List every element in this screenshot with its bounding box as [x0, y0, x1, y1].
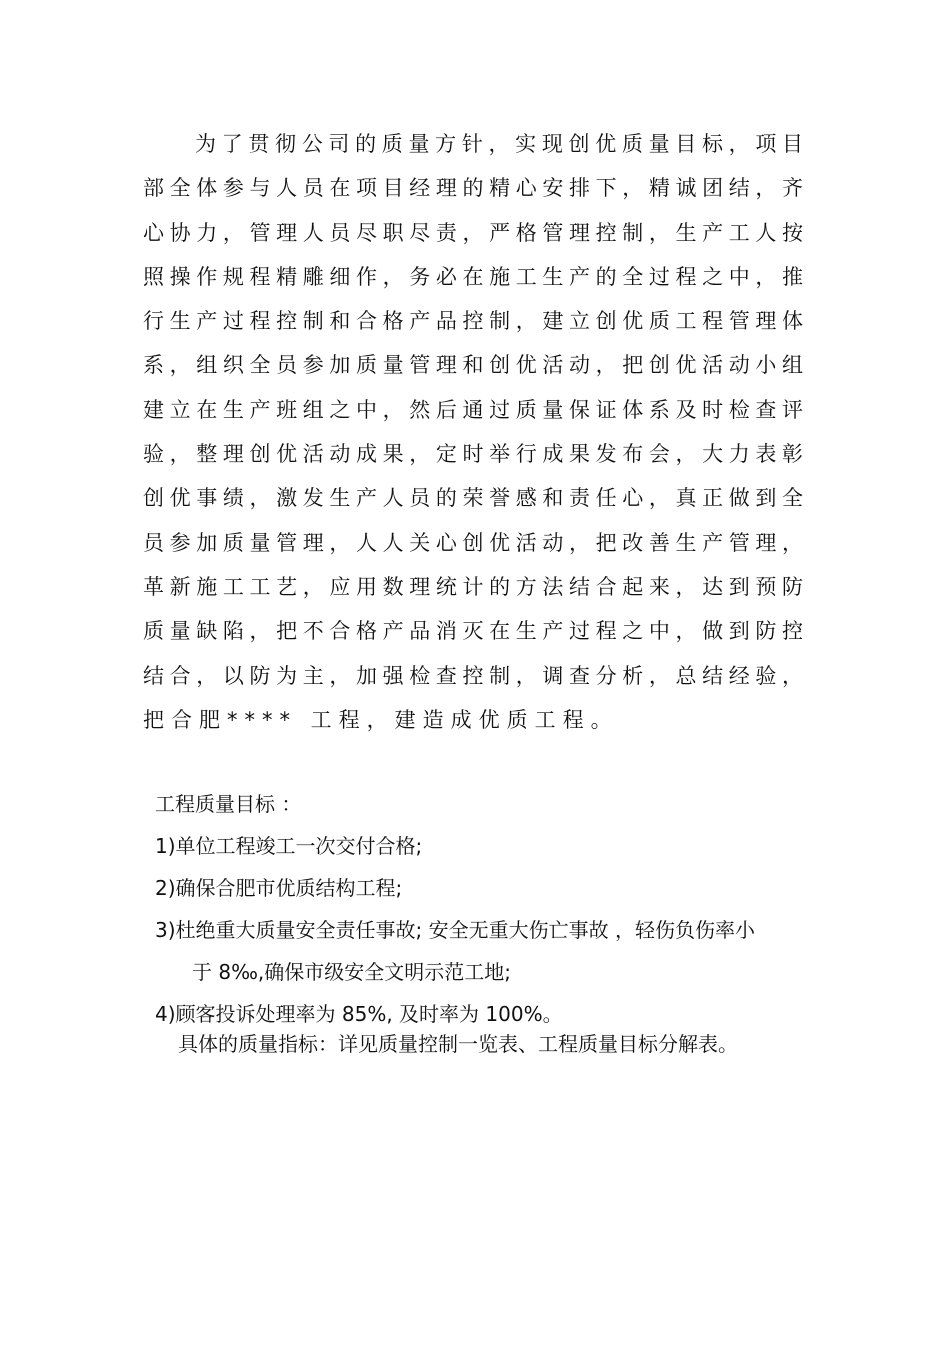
paragraph-line: 员参加质量管理，人人关心创优活动，把改善生产管理， — [143, 530, 803, 555]
paragraph-line: 创优事绩，激发生产人员的荣誉感和责任心，真正做到全 — [143, 486, 803, 511]
goal-text: 1)单位工程竣工一次交付合格; — [155, 834, 423, 858]
quality-indicator-note: 具体的质量指标：详见质量控制一览表、工程质量目标分解表。 — [178, 1032, 738, 1056]
goal-item — [155, 874, 815, 902]
paragraph-line: 革新施工工艺，应用数理统计的方法结合起来，达到预防 — [143, 574, 803, 599]
goals-title: 工程质量目标 ： — [155, 792, 302, 816]
paragraph-line: 行生产过程控制和合格产品控制，建立创优质工程管理体 — [143, 309, 803, 334]
goal-item — [155, 916, 815, 986]
paragraph-line: 系，组织全员参加质量管理和创优活动，把创优活动小组 — [143, 353, 803, 378]
paragraph-line: 照操作规程精雕细作，务必在施工生产的全过程之中，推 — [143, 264, 803, 289]
paragraph-line: 把合肥**** 工程，建造成优质工程。 — [143, 707, 619, 732]
paragraph-line: 心协力，管理人员尽职尽责，严格管理控制，生产工人按 — [143, 220, 803, 245]
goal-item — [155, 832, 815, 860]
paragraph-line: 结合，以防为主，加强检查控制，调查分析，总结经验， — [143, 663, 803, 688]
goal-item — [155, 1000, 815, 1028]
paragraph-line: 部全体参与人员在项目经理的精心安排下，精诚团结，齐 — [143, 176, 803, 201]
main-paragraph — [143, 128, 803, 748]
goal-text-continuation: 于 8‰,确保市级安全文明示范工地; — [192, 960, 512, 984]
paragraph-line: 验，整理创优活动成果，定时举行成果发布会，大力表彰 — [143, 442, 803, 467]
paragraph-line: 为了贯彻公司的质量方针，实现创优质量目标，项目 — [195, 132, 803, 156]
goal-text: 3)杜绝重大质量安全责任事故; 安全无重大伤亡事故 ，轻伤负伤率小 — [155, 918, 755, 942]
goal-text: 2)确保合肥市优质结构工程; — [155, 876, 403, 900]
paragraph-line: 建立在生产班组之中，然后通过质量保证体系及时检查评 — [143, 397, 803, 422]
goal-text: 4)顾客投诉处理率为 85%, 及时率为 100%。 — [155, 1002, 563, 1026]
paragraph-line: 质量缺陷，把不合格产品消灭在生产过程之中，做到防控 — [143, 619, 803, 644]
quality-goals-section — [155, 790, 815, 1058]
